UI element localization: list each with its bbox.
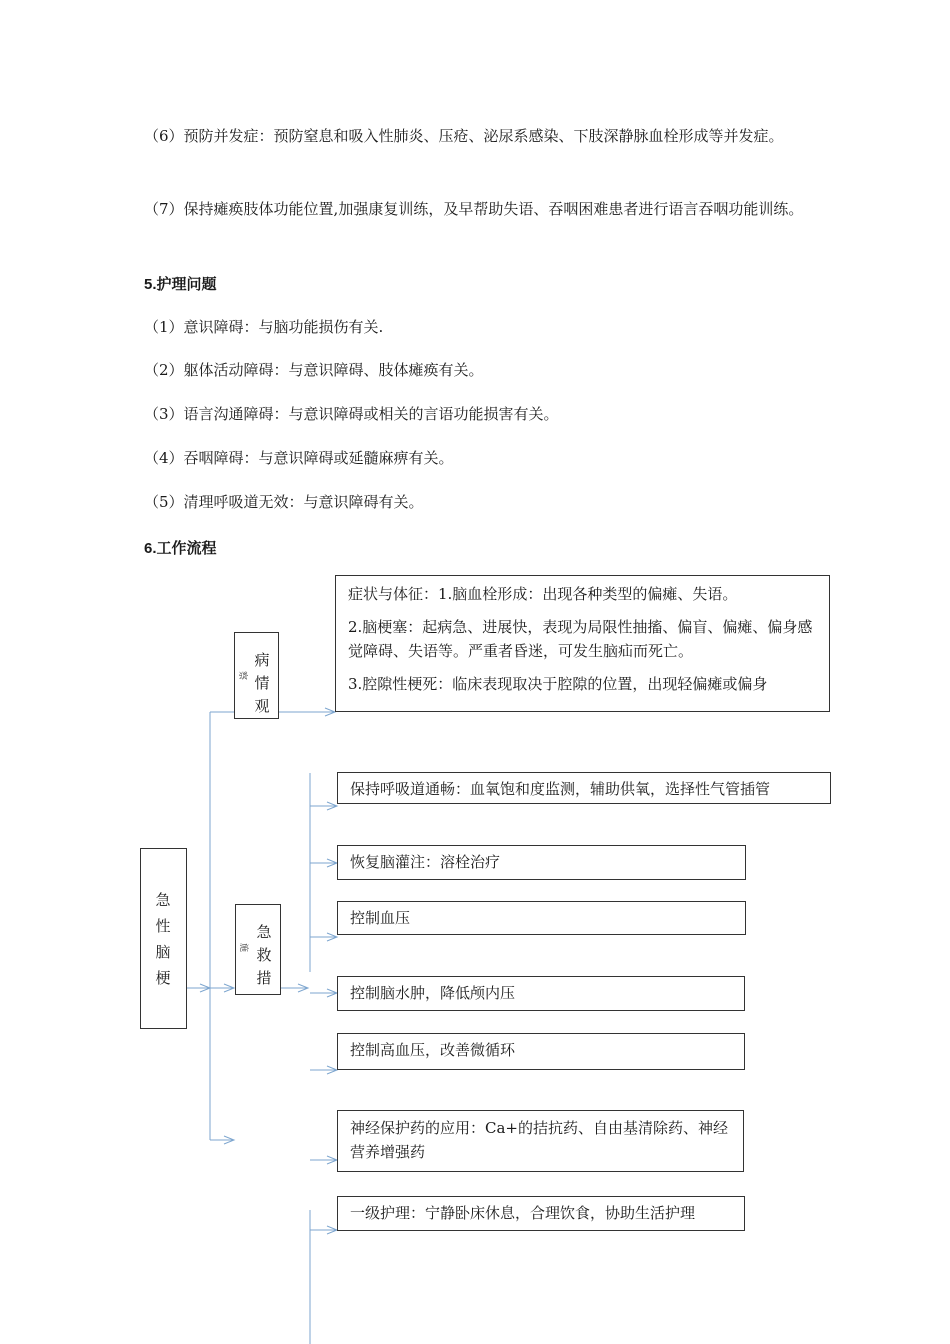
observe-node <box>234 632 279 719</box>
measure-blood-pressure: 控制血压 <box>337 901 746 935</box>
section-6-title: 6.工作流程 <box>144 540 217 557</box>
measure-nursing-care: 一级护理：宁静卧床休息，合理饮食，协助生活护理 <box>337 1196 745 1231</box>
rescue-node-cut-glyph: 施 <box>238 942 249 953</box>
rescue-node-label: 急救措 <box>256 923 272 987</box>
rescue-node <box>235 904 281 995</box>
paragraph-6: （6）预防并发症：预防窒息和吸入性肺炎、压疮、泌尿系感染、下肢深静脉血栓形成等并发症。 <box>144 127 784 145</box>
measure-cerebral-edema: 控制脑水肿，降低颅内压 <box>337 976 745 1011</box>
measure-airway: 保持呼吸道通畅：血氧饱和度监测，辅助供氧，选择性气管插管 <box>337 772 831 804</box>
root-node-label: 急性脑梗 <box>155 891 171 987</box>
observe-node-label: 病情观 <box>254 651 270 715</box>
symptoms-box <box>335 575 830 712</box>
observe-node-cut-glyph: 察 <box>237 670 248 681</box>
root-node-acute-cerebral-infarction <box>140 848 187 1029</box>
nursing-problem-1: （1）意识障碍：与脑功能损伤有关. <box>144 318 384 336</box>
section-5-title: 5.护理问题 <box>144 276 217 293</box>
symptom-line-1: 症状与体征：1.脑血栓形成：出现各种类型的偏瘫、失语。 <box>348 585 738 603</box>
measure-neuroprotection: 神经保护药的应用：Ca+的拮抗药、自由基清除药、神经营养增强药 <box>337 1110 744 1172</box>
symptom-line-2: 2.脑梗塞：起病急、进展快，表现为局限性抽搐、偏盲、偏瘫、偏身感觉障碍、失语等。严重者昏迷，可发生脑疝而死亡。 <box>348 618 813 660</box>
measure-reperfusion: 恢复脑灌注：溶栓治疗 <box>337 845 746 880</box>
nursing-problem-2: （2）躯体活动障碍：与意识障碍、肢体瘫痪有关。 <box>144 361 484 379</box>
symptom-line-3: 3.腔隙性梗死：临床表现取决于腔隙的位置，出现轻偏瘫或偏身 <box>348 675 768 693</box>
measure-hypertension: 控制高血压，改善微循环 <box>337 1033 745 1070</box>
nursing-problem-3: （3）语言沟通障碍：与意识障碍或相关的言语功能损害有关。 <box>144 405 559 423</box>
nursing-problem-4: （4）吞咽障碍：与意识障碍或延髓麻痹有关。 <box>144 449 454 467</box>
nursing-problem-5: （5）清理呼吸道无效：与意识障碍有关。 <box>144 493 424 511</box>
paragraph-7: （7）保持瘫痪肢体功能位置,加强康复训练，及早帮助失语、吞咽困难患者进行语言吞咽功能训练。 <box>144 200 804 218</box>
